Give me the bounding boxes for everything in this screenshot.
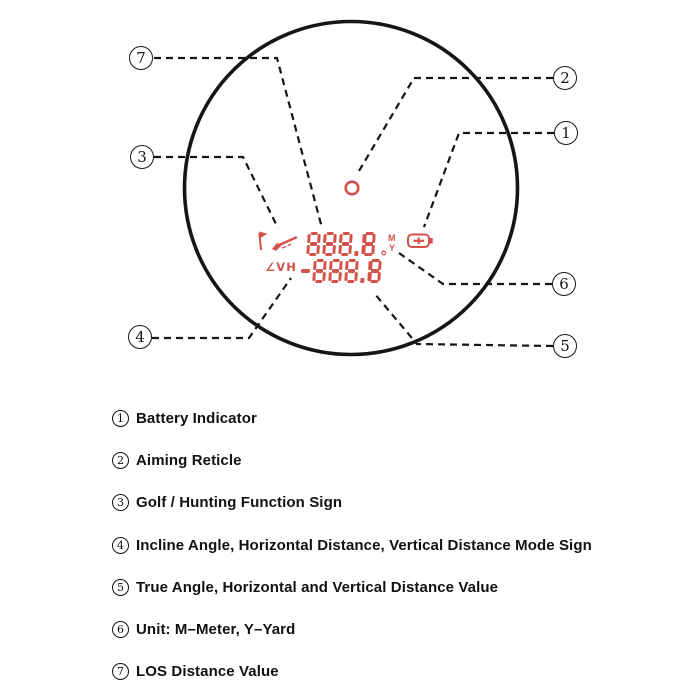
legend-item-3 xyxy=(112,482,592,524)
callout-line-2 xyxy=(359,78,553,171)
callout-line-6 xyxy=(399,253,552,284)
aiming-reticle-icon xyxy=(346,182,359,195)
callout-4-label: 4 xyxy=(135,328,145,346)
legend-item-7 xyxy=(112,651,592,693)
callout-number-2 xyxy=(553,66,577,90)
callout-number-5 xyxy=(553,334,577,358)
legend-text-4: Incline Angle, Horizontal Distance, Vertical Distance Mode Sign xyxy=(136,536,592,554)
viewfinder-circle xyxy=(185,22,518,355)
callout-2-label: 2 xyxy=(560,69,570,87)
legend-text-7: LOS Distance Value xyxy=(136,663,279,681)
angle-display xyxy=(300,259,382,283)
callout-number-3 xyxy=(130,145,154,169)
legend-num-1: 1 xyxy=(112,410,129,427)
meter-unit-label: M xyxy=(388,233,396,243)
legend-num-2: 2 xyxy=(112,452,129,469)
legend-text-6: Unit: M–Meter, Y–Yard xyxy=(136,621,296,639)
legend-num-7: 7 xyxy=(112,663,129,680)
callout-3-label: 3 xyxy=(137,148,147,166)
legend-text-1: Battery Indicator xyxy=(136,409,257,427)
legend-item-4 xyxy=(112,524,592,566)
callout-number-6 xyxy=(552,272,576,296)
callout-7-label: 7 xyxy=(136,49,146,67)
hunting-gun-icon xyxy=(272,238,296,252)
legend-text-2: Aiming Reticle xyxy=(136,451,242,469)
legend-num-6: 6 xyxy=(112,621,129,638)
legend-num-5: 5 xyxy=(112,579,129,596)
legend-num-4: 4 xyxy=(112,537,129,554)
callout-6-label: 6 xyxy=(559,275,569,293)
callout-line-5 xyxy=(374,293,553,346)
callout-line-4 xyxy=(152,278,291,338)
legend-item-5 xyxy=(112,566,592,608)
callout-number-1 xyxy=(554,121,578,145)
golf-flag-icon xyxy=(259,231,269,250)
legend-list xyxy=(112,397,592,693)
degree-symbol: ° xyxy=(380,248,388,266)
legend-text-3: Golf / Hunting Function Sign xyxy=(136,494,343,512)
callout-line-7 xyxy=(154,58,322,228)
battery-icon xyxy=(408,235,433,248)
legend-item-6 xyxy=(112,608,592,650)
distance-display xyxy=(306,232,376,256)
callout-line-1 xyxy=(424,133,554,227)
yard-unit-label: Y xyxy=(389,243,396,253)
vh-mode-label: ∠VH xyxy=(265,260,297,274)
legend-text-5: True Angle, Horizontal and Vertical Distance Value xyxy=(136,578,499,596)
callout-number-4 xyxy=(128,325,152,349)
callout-5-label: 5 xyxy=(560,337,570,355)
legend-item-1 xyxy=(112,397,592,439)
legend-item-2 xyxy=(112,439,592,481)
legend-num-3: 3 xyxy=(112,494,129,511)
callout-number-7 xyxy=(129,46,153,70)
callout-1-label: 1 xyxy=(561,124,571,142)
callout-line-3 xyxy=(154,157,278,228)
